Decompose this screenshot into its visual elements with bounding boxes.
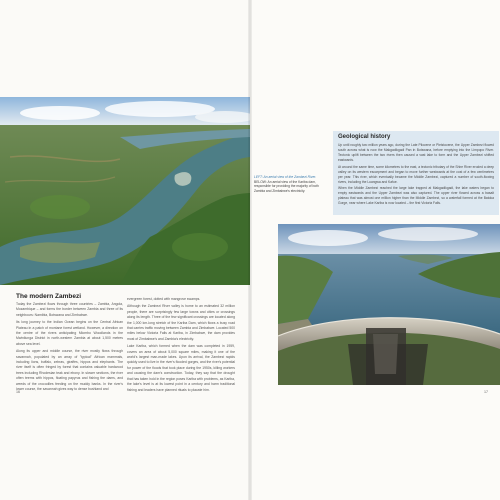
body-paragraph: Today the Zambezi flows through three countries – Zambia, Angola, Mozambique – and forms the border between Zambia and three of its neighbours: Namibia, Botswana and Zimbabwe. xyxy=(16,302,123,317)
sidebar-body xyxy=(338,143,494,208)
section-heading: The modern Zambezi xyxy=(16,293,82,300)
geology-sidebar xyxy=(333,131,499,215)
body-paragraph: Although the Zambezi River valley is home to an estimated 32 million people, there are surprisingly few large towns and cities or crossings along its length. Three of the few significant crossings are located along the 1,000 km-long stretch of the Kariba Dam, which flows a busy road that carries traffic moving between Zambia and Zimbabwe. Located 500 miles below Victoria Falls at Kariba, in Zimbabwe, the dam provides most of Zimbabwe's and Zambia's electricity. xyxy=(127,304,235,341)
book-gutter xyxy=(248,0,252,500)
zambezi-river-photo xyxy=(0,97,250,285)
body-column-1 xyxy=(16,302,123,395)
photo-caption xyxy=(254,175,326,193)
body-column-2 xyxy=(127,297,235,395)
body-paragraph: Along its upper and middle course, the river mostly flows through savannah, populated by an array of "typical" African mammals, including lions, buffalo, zebras, giraffes, hippos and elephants. The river itself is often fringed by forest that contains valuable hardwood trees including Rhodesian teak and ebony. In slower sections, the river often teems with hippos, floating papyrus and fishing the dams, and weeds of the crocodiles feeding on the muddy banks. In the river's lower course, the savannah gives way to dense bushland and xyxy=(16,349,123,392)
sidebar-paragraph: At around the same time, some kilometres to the east, a tectonic tributary of the Shire River eroded a deep valley on its western escarpment and began to move further westwards at the cost of a few centimetres per year. This river, which eventually became the Middle Zambezi, captured a number of south-flowing rivers, including the Luangwa and Kafue. xyxy=(338,164,494,184)
sidebar-title: Geological history xyxy=(338,134,391,140)
sidebar-paragraph: When the Middle Zambezi reached the large lake trapped at Makgadikgadi, the lake waters began to empty eastwards and the Upper Zambezi was also captured. The upper river flowed across a basalt plateau that was almost one million higher than the Middle Zambezi, so a waterfall formed at the Batoka Gorge, near where Lake Kariba is now located – the first Victoria Falls. xyxy=(338,186,494,205)
page-number-left: 16 xyxy=(16,390,20,394)
kariba-dam-photo xyxy=(278,224,500,385)
page-number-right: 17 xyxy=(484,390,488,394)
caption-body: BELOW: An aerial view of the Kariba dam, responsible for providing the majority of both Zambia and Zimbabwe's electricity. xyxy=(254,179,319,193)
sidebar-paragraph: Up until roughly two million years ago, during the Late Pliocene or Pleistocene, the Upper Zambezi flowed south across what is now the Makgadikgadi Pan in Botswana, before emptying into the Limpopo River. Tectonic uplift between the two rivers then caused a vast lake to form and the Upper Zambezi shifted eastwards. xyxy=(338,143,494,162)
caption-heading: LEFT: An aerial view of the Zambezi River. xyxy=(254,175,317,179)
body-paragraph: evergreen forest, dotted with mangrove swamps. xyxy=(127,297,201,301)
body-paragraph: Its long journey to the Indian Ocean begins on the Central African Plateau in a patch of montane forest wetland. However, a direction on the centre of the rivers anticipating Miombo Woodlands in the Mwinilunga District in north-western Zambia at about 1,500 metres above sea level. xyxy=(16,320,123,346)
body-paragraph: Lake Kariba, which formed when the dam was completed in 1959, covers an area of about 5,000 square miles, making it one of the world's largest man-made lakes. Upon its arrival, the Zambezi rapids quickly used to live in the river's flooded gorges, and the river's potential for power of the floods that took place during the 1950s, killing workers and causing the dam's construction. Today, they say that the drought that has taken hold in the region poses Kariba with problems, as Kariba, the lake's level is at its lowest point in a century and harm traditional fishing and leaders have planned rituals to placate him. xyxy=(127,344,235,392)
